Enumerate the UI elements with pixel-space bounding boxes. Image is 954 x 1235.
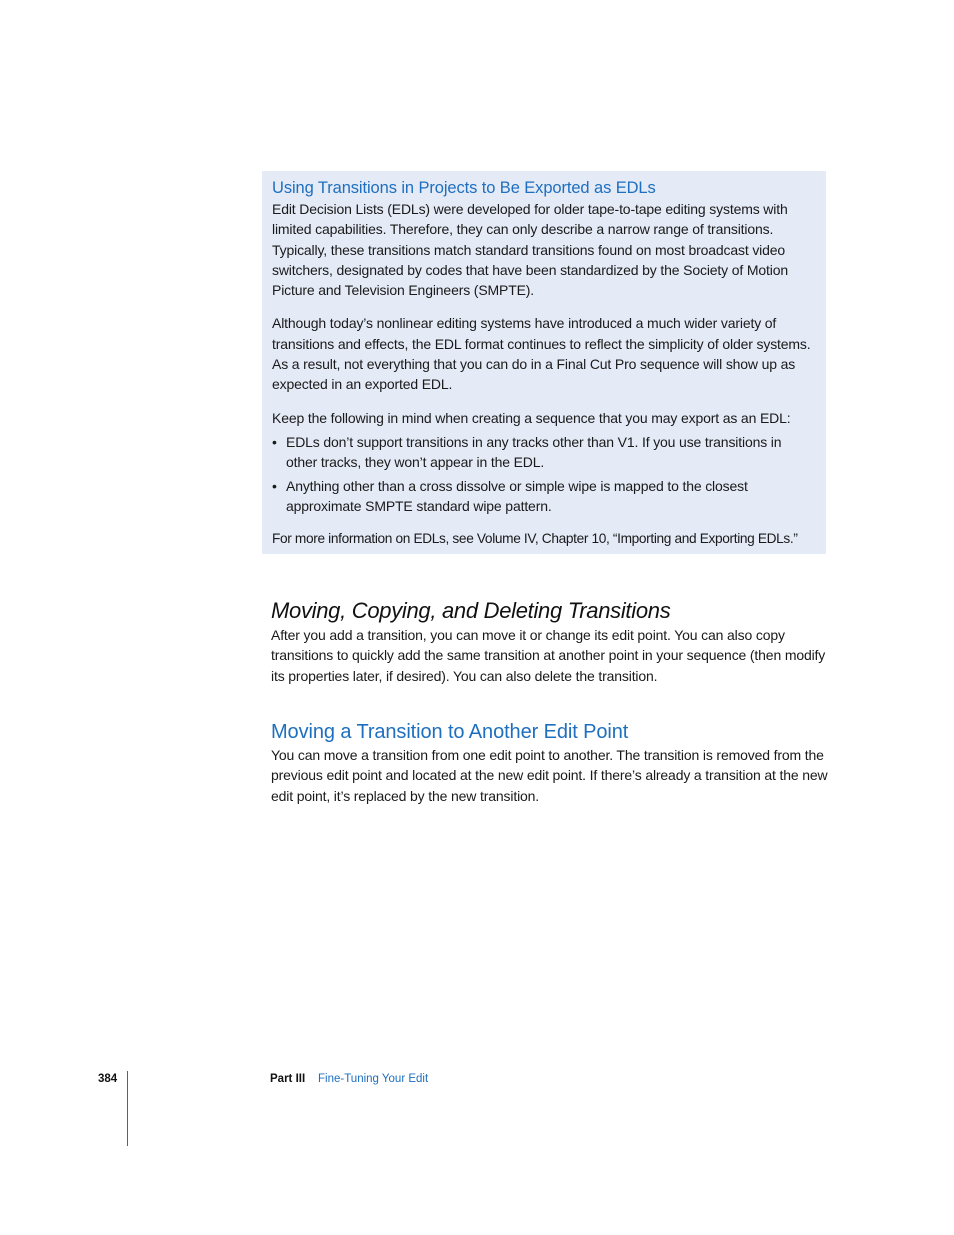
section-heading: Moving, Copying, and Deleting Transitions [271,598,671,623]
sidebar-title: Using Transitions in Projects to Be Exported as EDLs [272,179,656,197]
footer-divider [127,1071,128,1146]
sidebar-note: For more information on EDLs, see Volume IV, Chapter 10, “Importing and Exporting EDLs.” [272,530,798,546]
list-item [272,432,816,473]
sidebar-paragraph-1: Edit Decision Lists (EDLs) were developed for older tape-to-tape editing systems with limited capabilities. Therefore, they can only describe a narrow range of transitions. Typically, these transitions match standard transitions found on most broadcast video switchers, designated by codes that have been standardized by the Society of Motion Picture and Television Engineers (SMPTE). [272,201,788,299]
sidebar-paragraph-2: Although today’s nonlinear editing systems have introduced a much wider variety of transitions and effects, the EDL format continues to reflect the simplicity of older systems. As a result, not everything that you can do in a Final Cut Pro sequence will show up as expected in an exported EDL. [272,315,811,393]
sidebar-paragraph-3: Keep the following in mind when creating a sequence that you may export as an EDL: [272,409,791,426]
footer-part-label: Part III [270,1073,306,1085]
bullet-icon: • [272,478,277,495]
bullet-text: Anything other than a cross dissolve or simple wipe is mapped to the closest approximate SMPTE standard wipe pattern. [286,478,748,515]
bullet-icon: • [272,433,277,450]
bullet-text: EDLs don’t support transitions in any tracks other than V1. If you use transitions in other tracks, they won’t appear in the EDL. [286,433,782,471]
page-number: 384 [98,1073,118,1085]
footer-part-title: Fine-Tuning Your Edit [318,1073,429,1085]
sidebar-bullet-list [272,432,816,517]
subsection-heading: Moving a Transition to Another Edit Point [271,721,629,743]
subsection-paragraph: You can move a transition from one edit point to another. The transition is removed from the previous edit point and located at the new edit point. If there’s already a transition at the new edit point, it’s replaced by the new transition. [271,747,828,804]
section-paragraph: After you add a transition, you can move it or change its edit point. You can also copy transitions to quickly add the same transition at another point in your sequence (then modify its properties later, if desired). You can also delete the transition. [271,627,826,684]
list-item [272,476,816,517]
edl-sidebar-box [262,171,826,554]
